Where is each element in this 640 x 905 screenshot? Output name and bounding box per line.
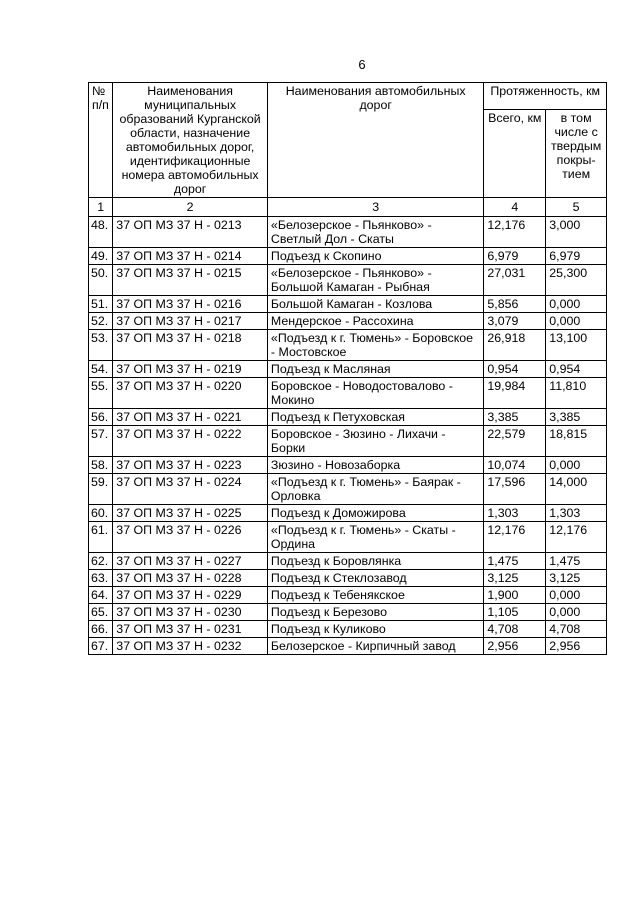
length-total: 2,956 — [484, 638, 546, 655]
length-total: 5,856 — [484, 296, 546, 313]
length-total: 3,125 — [484, 570, 546, 587]
length-total: 1,105 — [484, 604, 546, 621]
page-number: 6 — [358, 57, 366, 72]
road-name: «Подъезд к г. Тюмень» - Баярак - Орловка — [267, 474, 483, 505]
header-number: № п/п — [89, 83, 113, 198]
header-municipal: Наименования муниципальных образований Курганской области, назначение автомобильных дорог, идентификационные номера автомобильных дорог — [113, 83, 268, 198]
road-id: 37 ОП МЗ 37 Н - 0231 — [113, 621, 268, 638]
length-paved: 1,303 — [546, 505, 607, 522]
length-total: 1,303 — [484, 505, 546, 522]
road-id: 37 ОП МЗ 37 Н - 0225 — [113, 505, 268, 522]
length-total: 3,385 — [484, 409, 546, 426]
length-paved: 0,954 — [546, 361, 607, 378]
road-id: 37 ОП МЗ 37 Н - 0216 — [113, 296, 268, 313]
table-row — [89, 621, 607, 638]
table-row — [89, 474, 607, 505]
row-number: 50. — [89, 265, 113, 296]
road-id: 37 ОП МЗ 37 Н - 0228 — [113, 570, 268, 587]
road-name: «Подъезд к г. Тюмень» - Боровское - Мостовское — [267, 330, 483, 361]
row-number: 64. — [89, 587, 113, 604]
row-number: 62. — [89, 553, 113, 570]
length-total: 19,984 — [484, 378, 546, 409]
road-id: 37 ОП МЗ 37 Н - 0232 — [113, 638, 268, 655]
row-number: 48. — [89, 217, 113, 248]
road-id: 37 ОП МЗ 37 Н - 0214 — [113, 248, 268, 265]
road-id: 37 ОП МЗ 37 Н - 0215 — [113, 265, 268, 296]
row-number: 60. — [89, 505, 113, 522]
length-paved: 1,475 — [546, 553, 607, 570]
length-total: 10,074 — [484, 457, 546, 474]
road-name: Подъезд к Скопино — [267, 248, 483, 265]
table-row — [89, 426, 607, 457]
row-number: 63. — [89, 570, 113, 587]
table-row — [89, 553, 607, 570]
row-number: 66. — [89, 621, 113, 638]
road-id: 37 ОП МЗ 37 Н - 0229 — [113, 587, 268, 604]
column-index: 2 — [113, 198, 268, 217]
column-index-row — [89, 198, 607, 217]
road-id: 37 ОП МЗ 37 Н - 0222 — [113, 426, 268, 457]
column-index: 1 — [89, 198, 113, 217]
length-paved: 6,979 — [546, 248, 607, 265]
road-id: 37 ОП МЗ 37 Н - 0213 — [113, 217, 268, 248]
length-paved: 13,100 — [546, 330, 607, 361]
road-name: Подъезд к Масляная — [267, 361, 483, 378]
length-total: 1,900 — [484, 587, 546, 604]
table-row — [89, 457, 607, 474]
table-row — [89, 378, 607, 409]
row-number: 61. — [89, 522, 113, 553]
column-index: 4 — [484, 198, 546, 217]
length-total: 1,475 — [484, 553, 546, 570]
road-name: Боровское - Новодостовалово - Мокино — [267, 378, 483, 409]
length-total: 26,918 — [484, 330, 546, 361]
length-paved: 0,000 — [546, 587, 607, 604]
length-paved: 3,000 — [546, 217, 607, 248]
row-number: 54. — [89, 361, 113, 378]
header-length-group: Протяженность, км — [484, 83, 607, 110]
length-paved: 0,000 — [546, 604, 607, 621]
table-row — [89, 570, 607, 587]
road-name: Подъезд к Тебенякское — [267, 587, 483, 604]
row-number: 58. — [89, 457, 113, 474]
length-paved: 14,000 — [546, 474, 607, 505]
length-paved: 0,000 — [546, 296, 607, 313]
road-name: Белозерское - Кирпичный завод — [267, 638, 483, 655]
road-name: Подъезд к Боровлянка — [267, 553, 483, 570]
road-name: Большой Камаган - Козлова — [267, 296, 483, 313]
length-total: 0,954 — [484, 361, 546, 378]
roads-table — [88, 82, 607, 655]
row-number: 67. — [89, 638, 113, 655]
length-paved: 3,385 — [546, 409, 607, 426]
table-row — [89, 587, 607, 604]
table-row — [89, 638, 607, 655]
road-id: 37 ОП МЗ 37 Н - 0230 — [113, 604, 268, 621]
row-number: 59. — [89, 474, 113, 505]
length-paved: 12,176 — [546, 522, 607, 553]
length-total: 12,176 — [484, 217, 546, 248]
length-paved: 0,000 — [546, 457, 607, 474]
road-name: Мендерское - Рассохина — [267, 313, 483, 330]
header-road-name: Наименования автомобильных дорог — [267, 83, 483, 198]
table-row — [89, 248, 607, 265]
road-id: 37 ОП МЗ 37 Н - 0220 — [113, 378, 268, 409]
road-name: Подъезд к Доможирова — [267, 505, 483, 522]
table-row — [89, 409, 607, 426]
length-paved: 11,810 — [546, 378, 607, 409]
table-row — [89, 361, 607, 378]
header-paved: в том числе с твердым покры-тием — [546, 110, 607, 198]
column-index: 5 — [546, 198, 607, 217]
table-row — [89, 505, 607, 522]
road-name: Подъезд к Петуховская — [267, 409, 483, 426]
column-index: 3 — [267, 198, 483, 217]
road-name: Подъезд к Куликово — [267, 621, 483, 638]
table-row — [89, 217, 607, 248]
road-name: Подъезд к Стеклозавод — [267, 570, 483, 587]
road-name: Боровское - Зюзино - Лихачи - Борки — [267, 426, 483, 457]
row-number: 57. — [89, 426, 113, 457]
road-id: 37 ОП МЗ 37 Н - 0224 — [113, 474, 268, 505]
road-name: «Подъезд к г. Тюмень» - Скаты - Ордина — [267, 522, 483, 553]
road-id: 37 ОП МЗ 37 Н - 0221 — [113, 409, 268, 426]
length-paved: 0,000 — [546, 313, 607, 330]
row-number: 55. — [89, 378, 113, 409]
road-id: 37 ОП МЗ 37 Н - 0218 — [113, 330, 268, 361]
row-number: 52. — [89, 313, 113, 330]
length-total: 27,031 — [484, 265, 546, 296]
length-total: 6,979 — [484, 248, 546, 265]
row-number: 53. — [89, 330, 113, 361]
road-name: «Белозерское - Пьянково» - Светлый Дол - Скаты — [267, 217, 483, 248]
length-paved: 4,708 — [546, 621, 607, 638]
length-total: 22,579 — [484, 426, 546, 457]
road-id: 37 ОП МЗ 37 Н - 0219 — [113, 361, 268, 378]
road-id: 37 ОП МЗ 37 Н - 0217 — [113, 313, 268, 330]
row-number: 49. — [89, 248, 113, 265]
length-total: 4,708 — [484, 621, 546, 638]
table-row — [89, 265, 607, 296]
row-number: 65. — [89, 604, 113, 621]
length-paved: 25,300 — [546, 265, 607, 296]
table-row — [89, 296, 607, 313]
road-name: Подъезд к Березово — [267, 604, 483, 621]
table-row — [89, 313, 607, 330]
length-paved: 18,815 — [546, 426, 607, 457]
row-number: 51. — [89, 296, 113, 313]
length-paved: 2,956 — [546, 638, 607, 655]
length-total: 3,079 — [484, 313, 546, 330]
table-row — [89, 604, 607, 621]
length-paved: 3,125 — [546, 570, 607, 587]
table-row — [89, 330, 607, 361]
length-total: 17,596 — [484, 474, 546, 505]
road-name: «Белозерское - Пьянково» - Большой Камаган - Рыбная — [267, 265, 483, 296]
header-total: Всего, км — [484, 110, 546, 198]
road-name: Зюзино - Новозаборка — [267, 457, 483, 474]
row-number: 56. — [89, 409, 113, 426]
road-id: 37 ОП МЗ 37 Н - 0226 — [113, 522, 268, 553]
road-id: 37 ОП МЗ 37 Н - 0227 — [113, 553, 268, 570]
road-id: 37 ОП МЗ 37 Н - 0223 — [113, 457, 268, 474]
table-row — [89, 522, 607, 553]
length-total: 12,176 — [484, 522, 546, 553]
